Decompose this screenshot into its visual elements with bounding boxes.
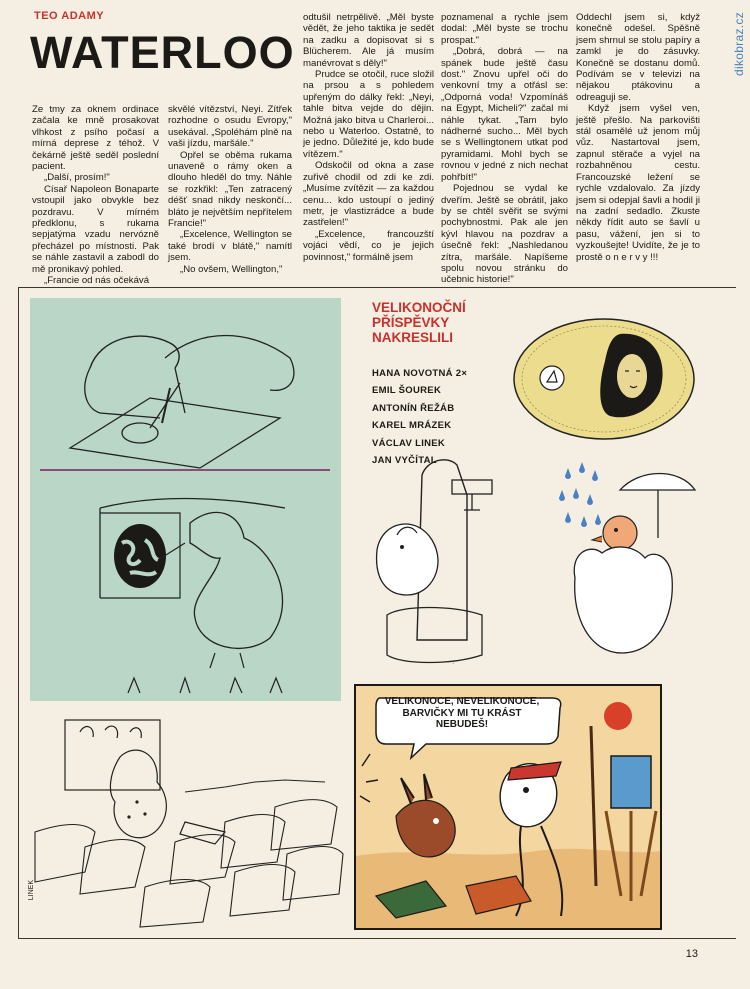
article-column-1 (32, 104, 159, 287)
cartoon-panel-mona-lisa-egg (510, 316, 698, 442)
article-headline: WATERLOO (30, 27, 295, 78)
speech-bubble-line: BARVIČKY MI TU KRÁST (402, 707, 522, 719)
cartoon-panel-umbrella-chick (550, 458, 710, 668)
credits-heading-line: NAKRESLILI (372, 330, 453, 345)
credits-heading-line: VELIKONOČNÍ (372, 300, 466, 315)
cartoon-panel-tap-chick (372, 455, 522, 670)
article-column-5 (576, 12, 700, 263)
cartoon-panel-green (30, 298, 341, 701)
paragraph: poznamenal a rychle jsem dodal: „Měl byste se trochu prospat." (441, 12, 568, 46)
credits-list (372, 365, 467, 469)
credits-heading (372, 300, 466, 345)
paragraph: „Dobrá, dobrá — na spánek bude ještě času dost." Znovu upřel oči do venkovní tmy a otřásl se: „Odporná voda! Vzpomínáš na Egypt, Micheli?" začal mi náhle tykat. „Tam bylo nádherné sucho... Měl bych se s Wellingtonem utkat pod pyramidami. Mohl bych se rovnou v jedné z nich nechat pohřbít!" (441, 46, 568, 183)
paragraph: Prudce se otočil, ruce složil na prsou a s pohledem upřeným do dálky řekl: „Neyi, tahle bitva vejde do dějin. Možná jako bitva u Charleroi... nebo u Waterloo. Ostatně, to je jedno. Důležité je, kdo bude vítězem." (303, 69, 434, 160)
credits-author: JAN VYČÍTAL (372, 455, 437, 467)
credits-author: KAREL MRÁZEK (372, 420, 452, 432)
credits-author: VÁCLAV LINEK (372, 437, 446, 449)
credits-author: EMIL ŠOUREK (372, 385, 442, 397)
paragraph: Když jsem vyšel ven, ještě přešlo. Na parkovišti stál osamělé už jenom můj vůz. Nastartoval jsem, zapnul stěrače a vyjel na rozbahněnou cestu. Francouzské ležení se rychle vzdalovalo. Za jízdy jsem si odepjal šavli a hodil ji na zadní sedadlo. Zkuste někdy řídit auto se šavlí u pasu, vážení, jen si to vyzkoušejte! Uvidíte, že je to prostě o n e r v y !!! (576, 103, 700, 263)
paragraph: Oddechl jsem si, když konečně odešel. Spěšně jsem shrnul se stolu papíry a zamkl je do zásuvky. Konečně se dostanu domů. Podívám se v televizi na nějakou ptákovinu a odreaguji se. (576, 12, 700, 103)
paragraph: Pojednou se vydal ke dveřím. Ještě se obrátil, jako by se chtěl svěřit se svými pochybnostmi. Pak ale jen kývl hlavou na pozdrav a úsečně řekl: „Nashledanou zítra, maršále. Napíšeme spolu novou stránku do učebnic historie!" (441, 183, 568, 286)
paragraph: „Excelence, francouzští vojáci vědí, co je jejich povinnost," formálně jsem (303, 228, 434, 263)
paragraph: „No ovšem, Wellington," (180, 263, 283, 275)
credits-heading-line: PŘÍSPĚVKY (372, 315, 450, 330)
paragraph: Odskočil od okna a zase zuřivě chodil od zdi ke zdi. „Musíme zvítězit — za každou cenu... kdo ustoupí o jediný metr, je vlastizrádce a bude zastřelen!" (303, 160, 434, 229)
cartoon-drawing-hand-egg (30, 298, 341, 701)
speech-bubble-line: VELIKONOCE, NEVELIKONOCE, (384, 696, 540, 707)
article-column-3 (303, 12, 434, 263)
svg-text:·: · (452, 660, 455, 667)
paragraph: „Další, prosím!" (44, 172, 110, 184)
article-column-2 (168, 104, 292, 275)
cartoon-drawing-cinema (25, 672, 345, 930)
speech-bubble (378, 696, 546, 746)
cartoon-drawing-egg (510, 316, 698, 442)
artist-signature-linek: LINEK (28, 880, 35, 901)
page-number: 13 (685, 948, 698, 960)
paragraph: Opřel se oběma rukama unaveně o rámy oken a dlouho hleděl do tmy. Náhle se rozkřikl: „Ten zatracený déšť snad nikdy neskončí... bláto je největším nepřítelem Francie!" (168, 149, 292, 230)
cartoon-drawing-umbrella (550, 458, 710, 668)
frame-left-rule (18, 287, 19, 939)
cartoon-panel-cinema (25, 672, 345, 930)
paragraph: „Excelence, Wellington se také brodí v blátě," namítl jsem. (168, 229, 292, 264)
cartoon-drawing-tap (372, 455, 522, 670)
paragraph: Císař Napoleon Bonaparte vstoupil jako obvykle bez pozdravu. V mírném předklonu, s rukama sepjatýma vzadu nervózně přecházel po místnosti. Pak se náhle zastavil a zabodl do mě pronikavý pohled. (32, 183, 159, 275)
site-watermark: dikobraz.cz (732, 12, 746, 76)
credits-author: HANA NOVOTNÁ 2× (372, 368, 468, 379)
panel-divider-line (40, 469, 330, 471)
credits-author: ANTONÍN ŘEŽÁB (372, 402, 455, 414)
speech-bubble-line: NEBUDEŠ! (435, 719, 489, 730)
frame-bottom-rule (18, 938, 736, 939)
paragraph: odtušil netrpělivě. „Měl byste vědět, že jeho taktika je sedět na zadku a dopisovat si s Blücherem. Ale já musím manévrovat s děly!" (303, 12, 434, 69)
article-column-4 (441, 12, 568, 286)
paragraph: Ze tmy za oknem ordinace začala ke mně prosakovat vlhkost z psího počasí a mírná deprese z téhož. V čekárně ještě seděl poslední pacient. (32, 104, 159, 173)
paragraph: „Francie od nás očekává (44, 275, 150, 287)
paragraph: skvělé vítězství, Neyi. Zítřek rozhodne o osudu Evropy," usekával. „Spoléhám plně na vaši jízdu, maršále." (168, 104, 292, 150)
article-author: TEO ADAMY (34, 10, 105, 22)
section-divider (18, 287, 736, 288)
